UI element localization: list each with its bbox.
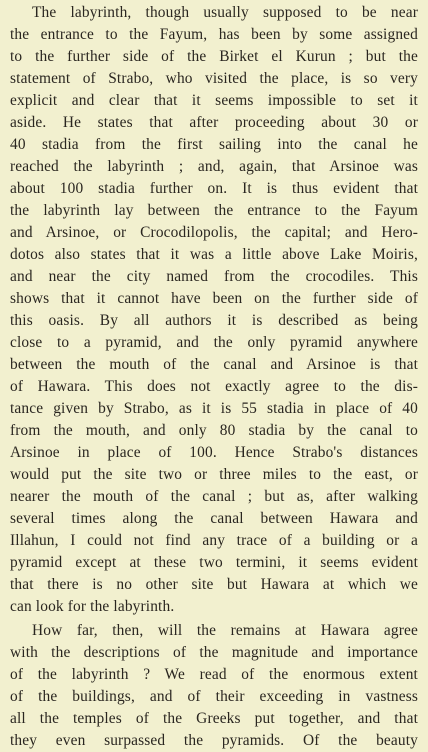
text-line: shows that it cannot have been on the further side of xyxy=(10,290,418,307)
text-line: the labyrinth lay between the entrance to the Fayum xyxy=(10,202,418,219)
text-line: pyramid except at these two termini, it seems evident xyxy=(10,554,418,571)
text-line: several times along the canal between Hawara and xyxy=(10,510,418,527)
text-line: The labyrinth, though usually supposed to be near xyxy=(32,4,418,21)
text-line: can look for the labyrinth. xyxy=(10,598,175,615)
text-line: tance given by Strabo, as it is 55 stadia in place of 40 xyxy=(10,400,418,417)
text-line: this oasis. By all authors it is described as being xyxy=(10,312,418,329)
text-line: explicit and clear that it seems impossible to set it xyxy=(10,92,418,109)
text-line: of Hawara. This does not exactly agree to the dis- xyxy=(10,378,418,395)
text-line: statement of Strabo, who visited the place, is so very xyxy=(10,70,418,87)
text-line: of the labyrinth ? We read of the enormous extent xyxy=(10,666,418,683)
text-line: How far, then, will the remains at Hawara agree xyxy=(32,622,418,639)
text-line: aside. He states that after proceeding about 30 or xyxy=(10,114,418,131)
text-line: 40 stadia from the first sailing into the canal he xyxy=(10,136,418,153)
text-line: to the further side of the Birket el Kurun ; but the xyxy=(10,48,418,65)
text-line: Illahun, I could not find any trace of a building or a xyxy=(10,532,418,549)
text-line: dotos also states that it was a little above Lake Moiris, xyxy=(10,246,418,263)
text-line: reached the labyrinth ; and, again, that Arsinoe was xyxy=(10,158,418,175)
text-line: and near the city named from the crocodiles. This xyxy=(10,268,418,285)
paragraph-1 xyxy=(10,2,418,618)
text-line: all the temples of the Greeks put together, and that xyxy=(10,710,418,727)
text-line: that there is no other site but Hawara at which we xyxy=(10,576,418,593)
text-line: with the descriptions of the magnitude and importance xyxy=(10,644,418,661)
text-line: would put the site two or three miles to the east, or xyxy=(10,466,418,483)
text-line: the entrance to the Fayum, has been by some assigned xyxy=(10,26,418,43)
text-line: Arsinoe in place of 100. Hence Strabo's distances xyxy=(10,444,418,461)
text-line: close to a pyramid, and the only pyramid anywhere xyxy=(10,334,418,351)
text-line: nearer the mouth of the canal ; but as, after walking xyxy=(10,488,418,505)
text-line: they even surpassed the pyramids. Of the beauty xyxy=(10,732,418,749)
text-line: and Arsinoe, or Crocodilopolis, the capital; and Hero- xyxy=(10,224,418,241)
text-line: from the mouth, and only 80 stadia by the canal to xyxy=(10,422,418,439)
text-line: of the buildings, and of their exceeding in vastness xyxy=(10,688,418,705)
text-line: between the mouth of the canal and Arsinoe is that xyxy=(10,356,418,373)
paragraph-2 xyxy=(10,620,418,752)
text-line: about 100 stadia further on. It is thus evident that xyxy=(10,180,418,197)
